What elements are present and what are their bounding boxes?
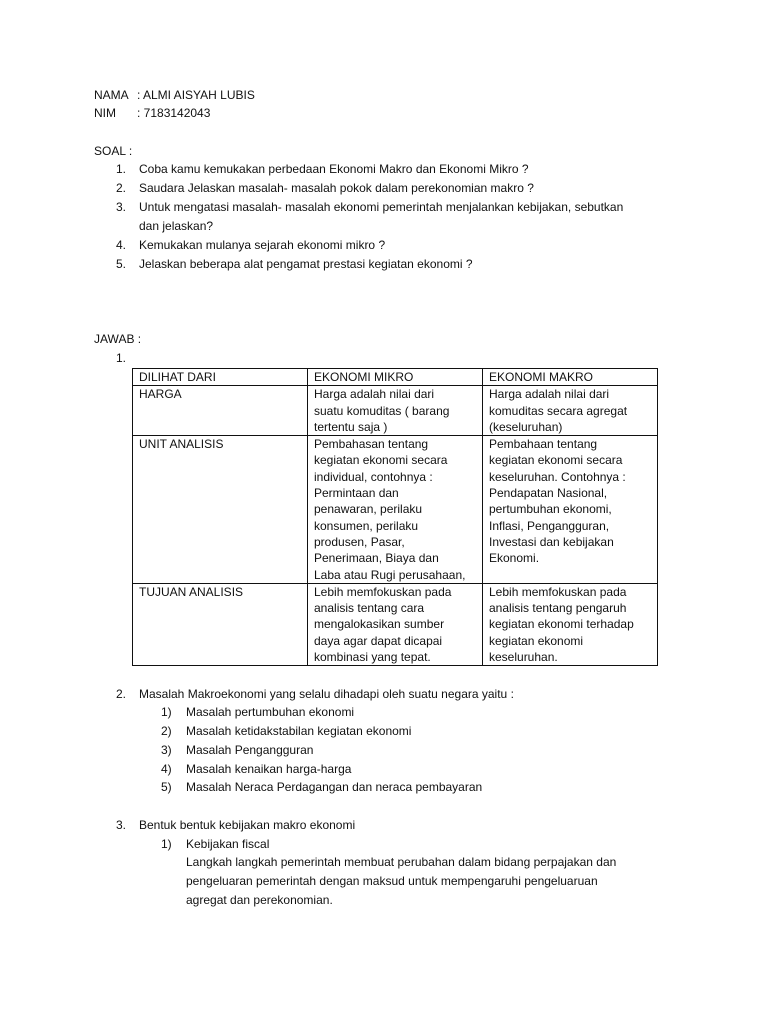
- table-row: [133, 386, 658, 436]
- nama-value: : ALMI AISYAH LUBIS: [137, 88, 255, 102]
- soal-item-number: 1.: [116, 162, 127, 176]
- answer-3-paragraph-line: Langkah langkah pemerintah membuat perubahan dalam bidang perpajakan dan: [186, 855, 617, 869]
- table-cell-aspect: UNIT ANALISIS: [133, 436, 308, 584]
- soal-item-text: Kemukakan mulanya sejarah ekonomi mikro ?: [139, 238, 386, 252]
- soal-item-number: 4.: [116, 238, 127, 252]
- soal-item-number: 3.: [116, 200, 127, 214]
- answer-2-item-number: 4): [161, 762, 172, 776]
- soal-item-text: Coba kamu kemukakan perbedaan Ekonomi Makro dan Ekonomi Mikro ?: [139, 162, 529, 176]
- header-cell-ekonomi-mikro: EKONOMI MIKRO: [308, 369, 483, 386]
- answer-3-text: Bentuk bentuk kebijakan makro ekonomi: [139, 818, 356, 832]
- soal-item-number: 5.: [116, 257, 127, 271]
- table-cell-mikro: Lebih memfokuskan pada analisis tentang cara mengalokasikan sumber daya agar dapat dicapai kombinasi yang tepat.: [308, 583, 483, 665]
- table-row: [133, 583, 658, 665]
- nim-label: NIM: [94, 106, 116, 120]
- soal-heading: SOAL :: [94, 144, 133, 158]
- answer-2-item-text: Masalah ketidakstabilan kegiatan ekonomi: [186, 724, 412, 738]
- answer-3-sub-number: 1): [161, 837, 172, 851]
- table-cell-mikro: Pembahasan tentang kegiatan ekonomi secara individual, contohnya : Permintaan dan penawaran, perilaku konsumen, perilaku produsen, Pasar, Penerimaan, Biaya dan Laba atau Rugi perusahaan,: [308, 436, 483, 584]
- answer-2-item-text: Masalah Neraca Perdagangan dan neraca pembayaran: [186, 780, 483, 794]
- answer-2-item-number: 1): [161, 705, 172, 719]
- soal-item-text: Jelaskan beberapa alat pengamat prestasi kegiatan ekonomi ?: [139, 257, 473, 271]
- nim-value: : 7183142043: [137, 106, 211, 120]
- nama-label: NAMA: [94, 88, 129, 102]
- answer-2-item-text: Masalah pertumbuhan ekonomi: [186, 705, 355, 719]
- answer-3-paragraph-line: agregat dan perekonomian.: [186, 893, 333, 907]
- answer-2-text: Masalah Makroekonomi yang selalu dihadapi oleh suatu negara yaitu :: [139, 687, 514, 701]
- table-row: [133, 436, 658, 584]
- answer-2-item-text: Masalah kenaikan harga-harga: [186, 762, 352, 776]
- soal-item-text-continued: dan jelaskan?: [139, 219, 214, 233]
- table-cell-makro: Harga adalah nilai dari komuditas secara agregat (keseluruhan): [483, 386, 658, 436]
- header-cell-dilihat-dari: DILIHAT DARI: [133, 369, 308, 386]
- answer-3-paragraph-line: pengeluaran pemerintah dengan maksud untuk mempengaruhi pengeluaruan: [186, 874, 598, 888]
- jawab-heading: JAWAB :: [94, 332, 142, 346]
- soal-item-text: Saudara Jelaskan masalah- masalah pokok dalam perekonomian makro ?: [139, 181, 534, 195]
- answer-2-item-text: Masalah Pengangguran: [186, 743, 314, 757]
- table-cell-makro: Pembahaan tentang kegiatan ekonomi secara keseluruhan. Contohnya : Pendapatan Nasional, pertumbuhan ekonomi, Inflasi, Pengangguran, Investasi dan kebijakan Ekonomi.: [483, 436, 658, 584]
- answer-2-item-number: 3): [161, 743, 172, 757]
- table-cell-aspect: HARGA: [133, 386, 308, 436]
- table-cell-aspect: TUJUAN ANALISIS: [133, 583, 308, 665]
- table-cell-mikro: Harga adalah nilai dari suatu komuditas ( barang tertentu saja ): [308, 386, 483, 436]
- answer-3-sub-title: Kebijakan fiscal: [186, 837, 270, 851]
- answer-2-number: 2.: [116, 687, 127, 701]
- answer-1-number: 1.: [116, 351, 127, 365]
- table-header-row: [133, 369, 658, 386]
- answer-2-item-number: 2): [161, 724, 172, 738]
- soal-item-number: 2.: [116, 181, 127, 195]
- answer-3-number: 3.: [116, 818, 127, 832]
- soal-item-text: Untuk mengatasi masalah- masalah ekonomi pemerintah menjalankan kebijakan, sebutkan: [139, 200, 624, 214]
- comparison-table: [132, 368, 658, 666]
- header-cell-ekonomi-makro: EKONOMI MAKRO: [483, 369, 658, 386]
- table-cell-makro: Lebih memfokuskan pada analisis tentang pengaruh kegiatan ekonomi terhadap kegiatan ekonomi keseluruhan.: [483, 583, 658, 665]
- answer-2-item-number: 5): [161, 780, 172, 794]
